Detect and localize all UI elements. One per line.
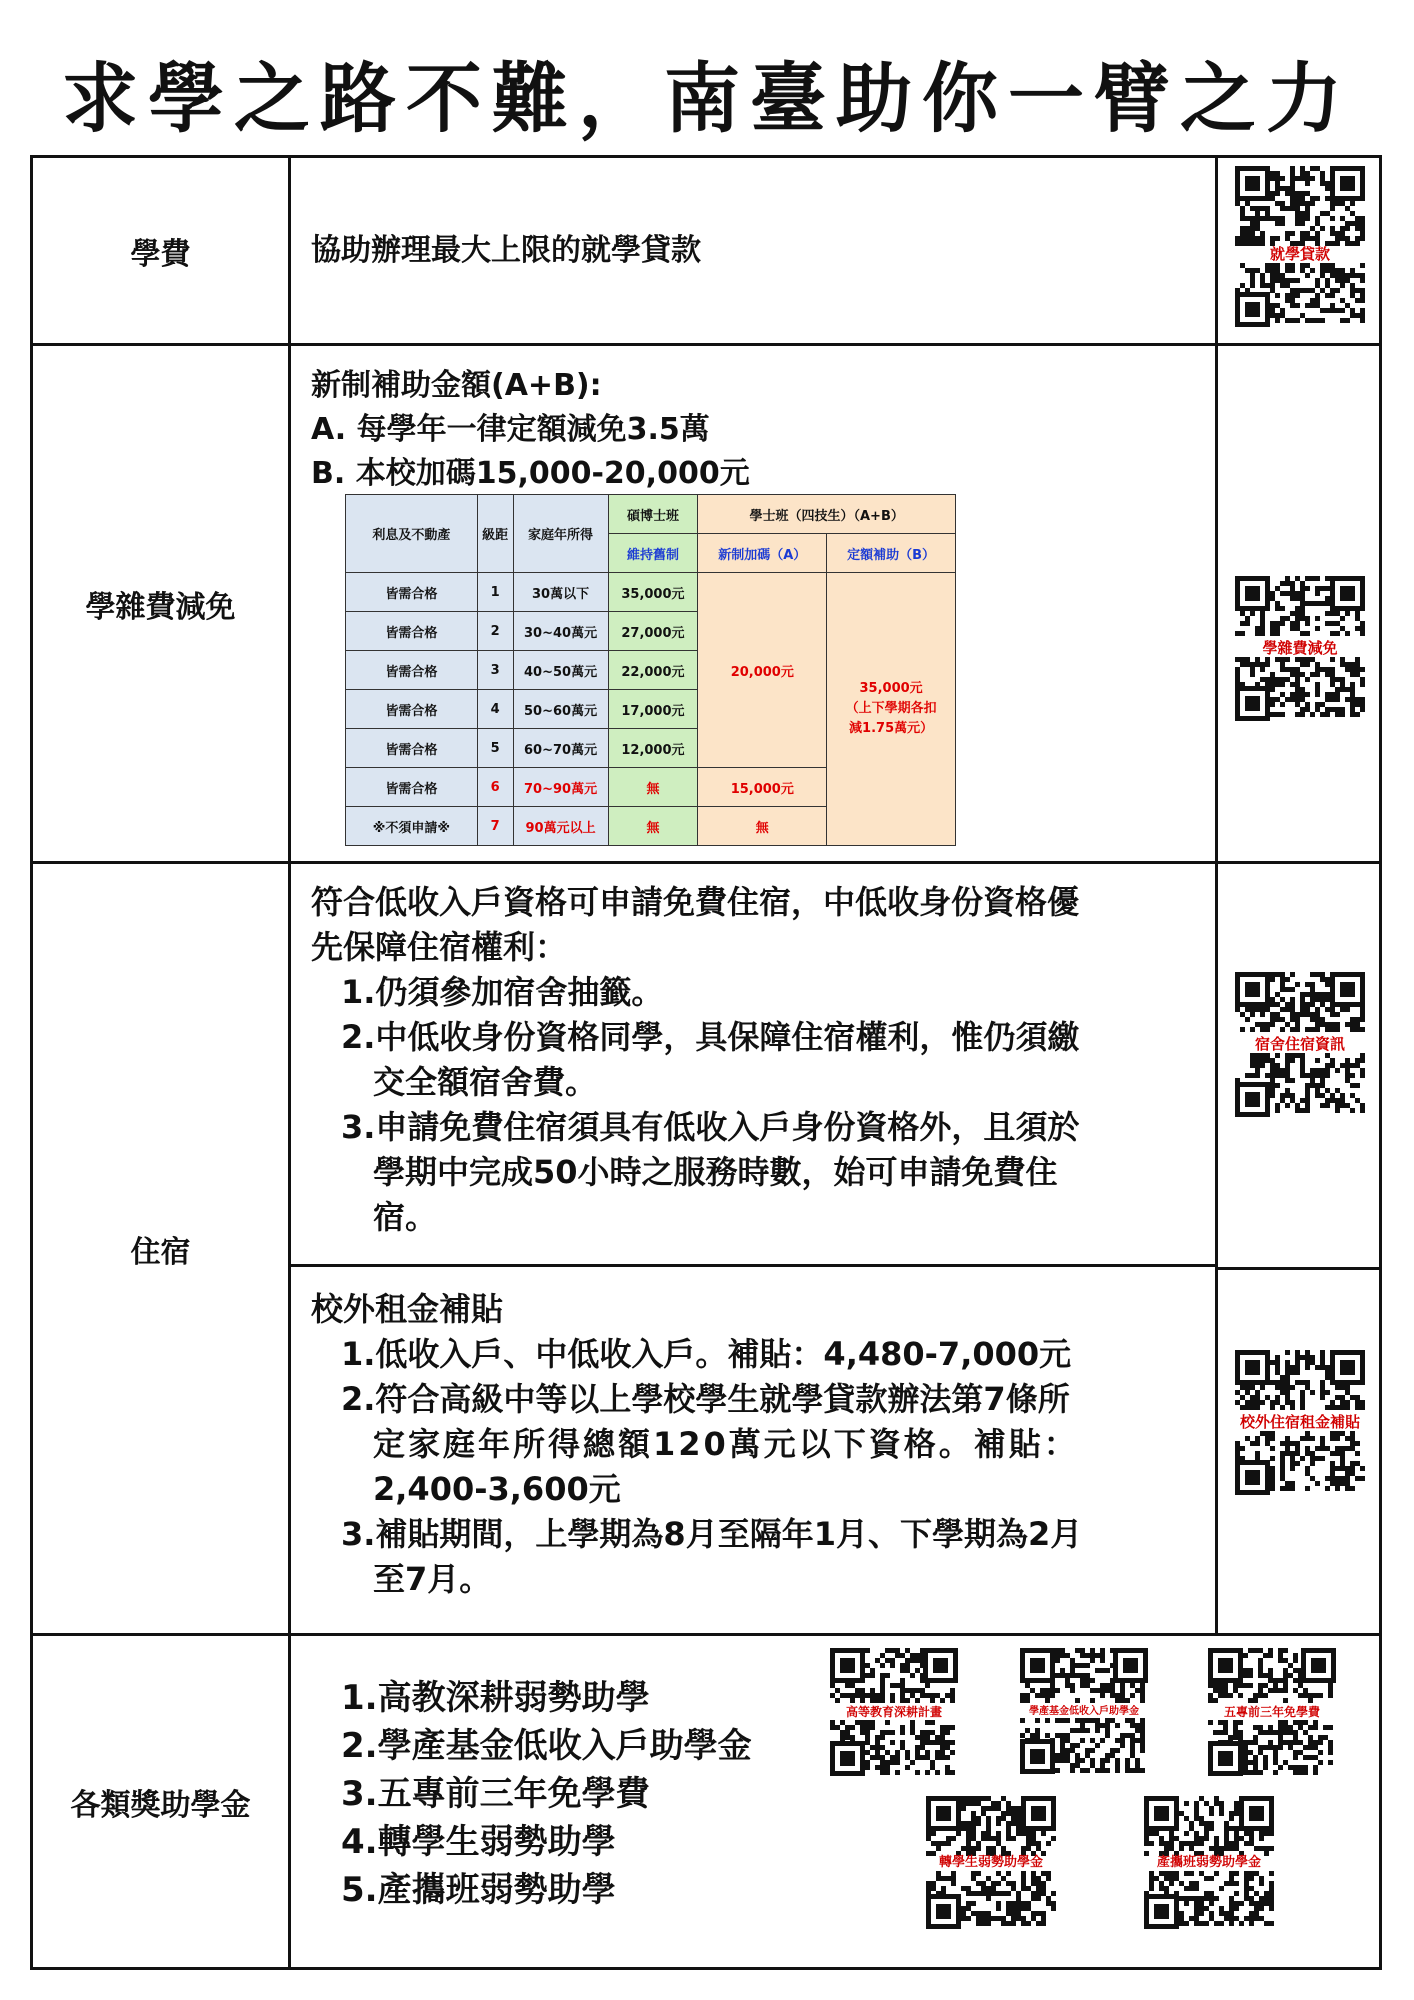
cell-b-line3: 減1.75萬元） xyxy=(849,721,934,736)
cell-level: 5 xyxy=(477,729,513,768)
label-tuition: 學費 xyxy=(33,158,291,343)
qr-code-icon xyxy=(1235,1053,1365,1117)
rent-item-3b: 至7月。 xyxy=(373,1560,492,1598)
th-grad-sub: 維持舊制 xyxy=(608,534,698,573)
cell-level: 3 xyxy=(477,651,513,690)
th-income: 家庭年所得 xyxy=(513,495,608,573)
qr-code-icon xyxy=(1235,263,1365,327)
fee-line-1: 新制補助金額(A+B): xyxy=(311,368,602,403)
cell-condition: ※不須申請※ xyxy=(346,807,478,846)
row-tuition xyxy=(33,158,1379,346)
dorm-item-2a: 2.中低收身份資格同學，具保障住宿權利，惟仍須繳 xyxy=(341,1018,1080,1056)
th-level: 級距 xyxy=(477,495,513,573)
qr-code-icon xyxy=(830,1648,958,1706)
info-table xyxy=(30,155,1382,1970)
tuition-qr-cell xyxy=(1215,158,1379,343)
cell-level: 4 xyxy=(477,690,513,729)
rent-section xyxy=(291,1267,1215,1636)
list-item: 3.五專前三年免學費 xyxy=(341,1774,650,1814)
qr-caption: 學產基金低收入戶助學金 xyxy=(1029,1706,1139,1717)
cell-income: 90萬元以上 xyxy=(513,807,608,846)
qr-higher-edu[interactable] xyxy=(830,1648,958,1776)
qr-five-year-tuition[interactable] xyxy=(1208,1648,1336,1776)
row-scholarships xyxy=(33,1636,1379,1967)
cell-level: 1 xyxy=(477,573,513,612)
qr-caption: 宿舍住宿資訊 xyxy=(1254,1035,1345,1053)
cell-income: 30萬以下 xyxy=(513,573,608,612)
table-row xyxy=(346,573,956,612)
cell-condition: 皆需合格 xyxy=(346,573,478,612)
page-title: 求學之路不難，南臺助你一臂之力 xyxy=(62,54,1352,143)
qr-student-loan[interactable] xyxy=(1235,166,1365,327)
cell-grad: 22,000元 xyxy=(608,651,698,690)
label-fee-reduction: 學雜費減免 xyxy=(33,346,291,861)
qr-code-icon xyxy=(1235,576,1365,640)
th-undergrad: 學士班（四技生）（A+B） xyxy=(698,495,956,534)
fee-reduction-content xyxy=(291,346,1215,861)
cell-grad: 無 xyxy=(608,807,698,846)
cell-level: 2 xyxy=(477,612,513,651)
label-scholarships: 各類獎助學金 xyxy=(33,1636,291,1967)
cell-condition: 皆需合格 xyxy=(346,651,478,690)
cell-income: 70~90萬元 xyxy=(513,768,608,807)
cell-income: 30~40萬元 xyxy=(513,612,608,651)
qr-code-icon xyxy=(1235,166,1365,246)
rent-item-1: 1.低收入戶、中低收入戶。補貼：4,480-7,000元 xyxy=(341,1335,1072,1373)
dorm-item-1: 1.仍須參加宿舍抽籤。 xyxy=(341,973,664,1011)
dorm-intro-1: 符合低收入戶資格可申請免費住宿，中低收身份資格優 xyxy=(311,883,1080,921)
qr-code-icon xyxy=(1235,1431,1365,1495)
qr-code-icon xyxy=(1235,657,1365,721)
rent-item-2a: 2.符合高級中等以上學校學生就學貸款辦法第7條所 xyxy=(341,1380,1070,1418)
cell-condition: 皆需合格 xyxy=(346,690,478,729)
list-item: 5.產攜班弱勢助學 xyxy=(341,1870,616,1910)
qr-transfer-student[interactable] xyxy=(926,1796,1056,1929)
dorm-section xyxy=(291,864,1215,1267)
qr-code-icon xyxy=(926,1796,1056,1856)
dorm-item-2b: 交全額宿舍費。 xyxy=(373,1063,598,1101)
cell-grad: 無 xyxy=(608,768,698,807)
fee-line-3: B. 本校加碼15,000-20,000元 xyxy=(311,456,750,491)
cell-grad: 35,000元 xyxy=(608,573,698,612)
rent-heading: 校外租金補貼 xyxy=(311,1290,504,1328)
fee-line-2: A. 每學年一律定額減免3.5萬 xyxy=(311,412,710,447)
cell-b-line2: （上下學期各扣 xyxy=(845,701,937,716)
divider xyxy=(1218,1267,1379,1270)
qr-code-icon xyxy=(1020,1648,1148,1706)
cell-a-levels-1-5: 20,000元 xyxy=(698,573,827,768)
list-item: 2.學產基金低收入戶助學金 xyxy=(341,1726,752,1766)
rent-item-3a: 3.補貼期間，上學期為8月至隔年1月、下學期為2月 xyxy=(341,1515,1083,1553)
th-grad: 碩博士班 xyxy=(608,495,698,534)
cell-income: 50~60萬元 xyxy=(513,690,608,729)
fee-qr-cell xyxy=(1215,346,1379,861)
qr-industry-class[interactable] xyxy=(1144,1796,1274,1929)
dorm-item-3b: 學期中完成50小時之服務時數，始可申請免費住 xyxy=(373,1153,1058,1191)
qr-caption: 學雜費減免 xyxy=(1262,639,1338,657)
rent-item-2b: 定家庭年所得總額120萬元以下資格。補貼： xyxy=(373,1425,1079,1463)
dorm-item-3c: 宿。 xyxy=(373,1198,438,1236)
cell-b-all xyxy=(827,573,956,846)
qr-caption: 就學貸款 xyxy=(1269,245,1330,263)
cell-income: 40~50萬元 xyxy=(513,651,608,690)
fee-reduction-table xyxy=(345,494,956,846)
qr-code-icon xyxy=(1235,1350,1365,1414)
qr-fee-reduction[interactable] xyxy=(1235,576,1365,721)
list-item: 4.轉學生弱勢助學 xyxy=(341,1822,616,1862)
qr-code-icon xyxy=(1208,1720,1336,1776)
qr-code-icon xyxy=(1144,1796,1274,1856)
cell-income: 60~70萬元 xyxy=(513,729,608,768)
cell-a-level-6: 15,000元 xyxy=(698,768,827,807)
cell-condition: 皆需合格 xyxy=(346,612,478,651)
th-undergrad-b: 定額補助（B） xyxy=(827,534,956,573)
qr-dorm-info[interactable] xyxy=(1235,972,1365,1117)
qr-code-icon xyxy=(830,1720,958,1776)
qr-code-icon xyxy=(1208,1648,1336,1706)
cell-grad: 17,000元 xyxy=(608,690,698,729)
list-item: 1.高教深耕弱勢助學 xyxy=(341,1678,650,1718)
qr-code-icon xyxy=(1020,1718,1148,1774)
qr-school-fund[interactable] xyxy=(1020,1648,1148,1774)
cell-b-line1: 35,000元 xyxy=(859,681,923,696)
qr-code-icon xyxy=(1144,1871,1274,1929)
tuition-content xyxy=(291,158,1215,343)
label-housing: 住宿 xyxy=(33,864,291,1633)
qr-caption: 校外住宿租金補貼 xyxy=(1239,1413,1360,1431)
cell-grad: 12,000元 xyxy=(608,729,698,768)
qr-code-icon xyxy=(926,1871,1056,1929)
row-fee-reduction xyxy=(33,346,1379,864)
qr-caption: 產攜班弱勢助學金 xyxy=(1156,1855,1261,1870)
row-housing xyxy=(33,864,1379,1636)
qr-caption: 五專前三年免學費 xyxy=(1223,1705,1320,1719)
qr-caption: 高等教育深耕計畫 xyxy=(845,1705,942,1719)
cell-grad: 27,000元 xyxy=(608,612,698,651)
cell-a-level-7: 無 xyxy=(698,807,827,846)
dorm-item-3a: 3.申請免費住宿須具有低收入戶身份資格外，且須於 xyxy=(341,1108,1080,1146)
cell-level: 6 xyxy=(477,768,513,807)
th-undergrad-a: 新制加碼（A） xyxy=(698,534,827,573)
qr-code-icon xyxy=(1235,972,1365,1036)
rent-item-2c: 2,400-3,600元 xyxy=(373,1470,621,1508)
qr-caption: 轉學生弱勢助學金 xyxy=(938,1855,1043,1870)
housing-qr-cell xyxy=(1215,864,1379,1633)
cell-level: 7 xyxy=(477,807,513,846)
housing-content xyxy=(291,864,1215,1633)
cell-condition: 皆需合格 xyxy=(346,768,478,807)
th-condition: 利息及不動產 xyxy=(346,495,478,573)
dorm-intro-2: 先保障住宿權利： xyxy=(311,928,568,966)
scholarship-content xyxy=(291,1636,1379,1967)
cell-condition: 皆需合格 xyxy=(346,729,478,768)
qr-rent-subsidy[interactable] xyxy=(1235,1350,1365,1495)
tuition-text: 協助辦理最大上限的就學貸款 xyxy=(311,233,701,268)
